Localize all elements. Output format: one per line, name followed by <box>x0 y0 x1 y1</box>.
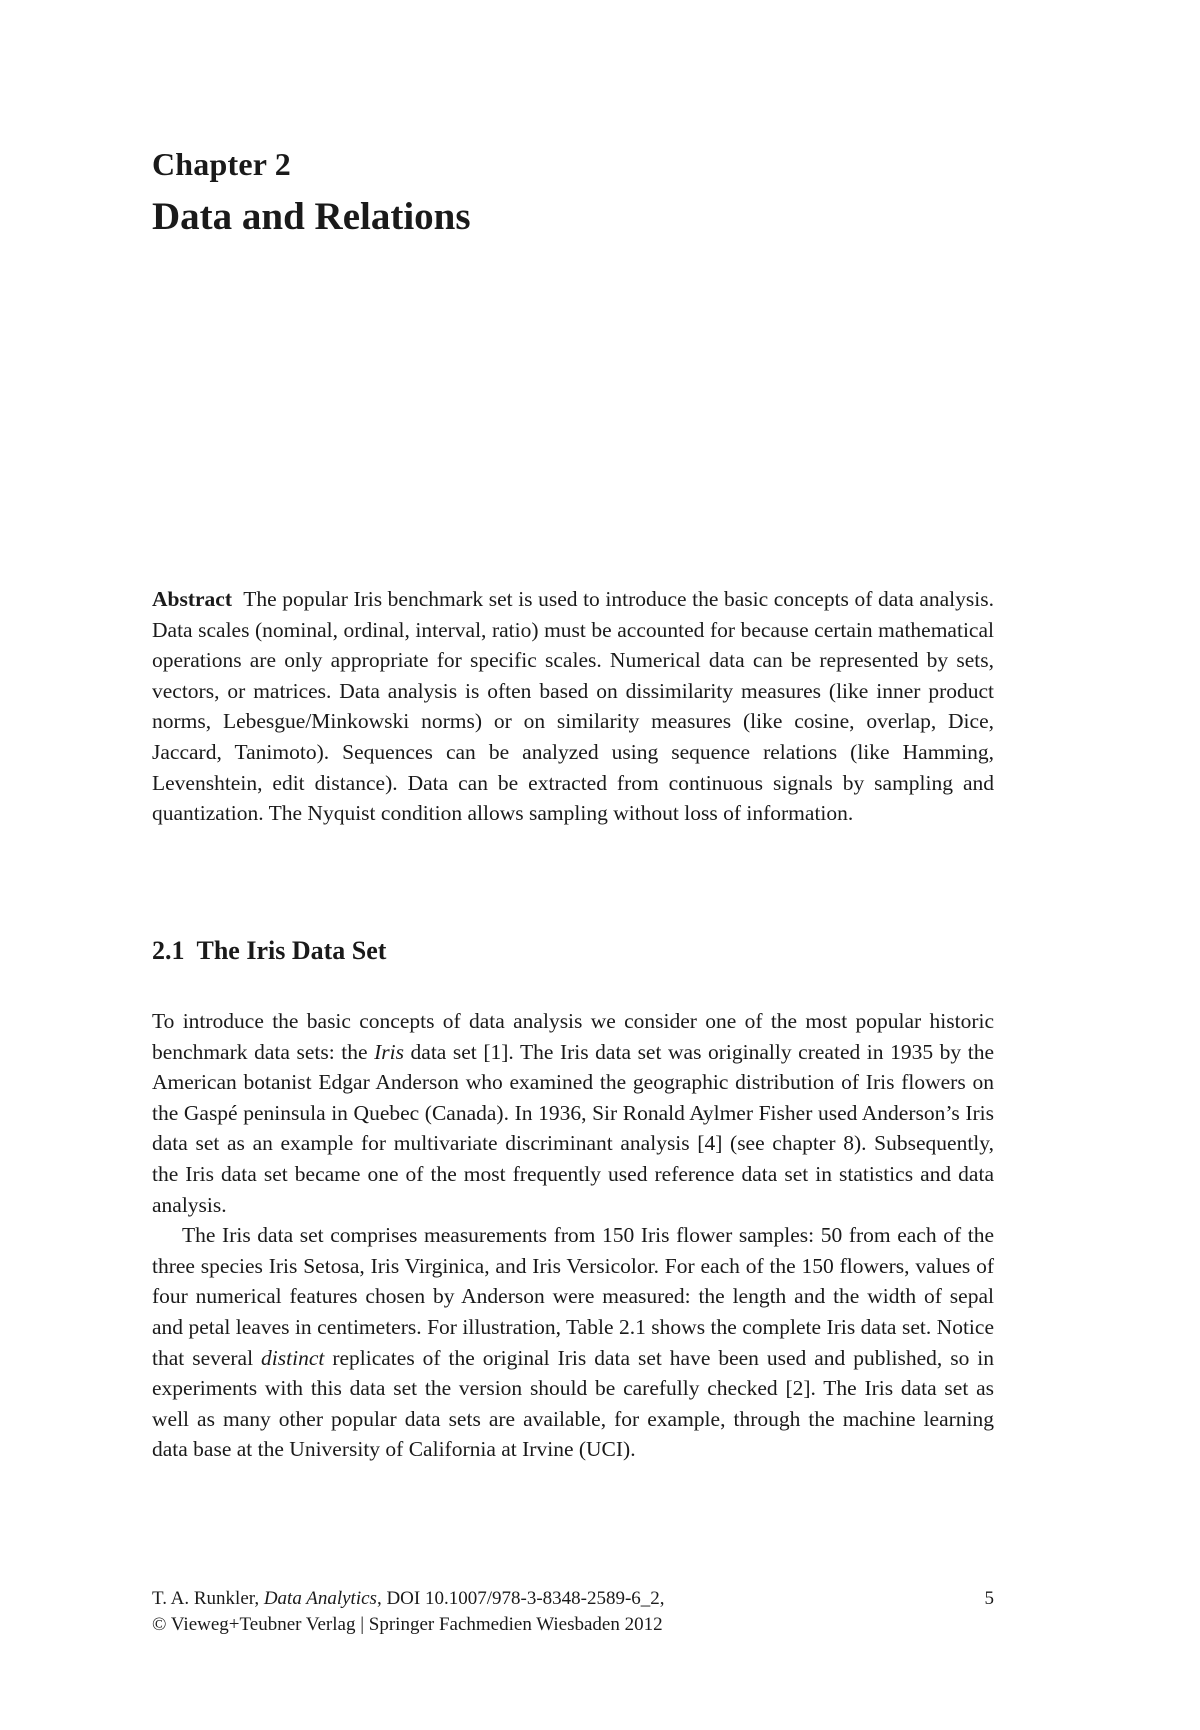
paragraph-1-italic: Iris <box>374 1039 404 1064</box>
page-footer <box>152 1586 994 1638</box>
body-text <box>152 1006 994 1465</box>
footer-citation-line <box>152 1586 994 1612</box>
footer-author: T. A. Runkler, <box>152 1588 264 1609</box>
abstract-text: The popular Iris benchmark set is used to introduce the basic concepts of data analysis. Data scales (nominal, ordinal, interval, ratio) must be accounted for because certain mathematical operations are only appropriate for specific scales. Numerical data can be represented by sets, vectors, or matrices. Data analysis is often based on dissimilarity measures (like inner product norms, Lebesgue/Minkowski norms) or on similarity measures (like cosine, overlap, Dice, Jaccard, Tanimoto). Sequences can be analyzed using sequence relations (like Hamming, Levenshtein, edit distance). Data can be extracted from continuous signals by sampling and quantization. The Nyquist condition allows sampling without loss of information. <box>152 587 994 826</box>
footer-copyright: © Vieweg+Teubner Verlag | Springer Fachmedien Wiesbaden 2012 <box>152 1614 663 1635</box>
chapter-title: Data and Relations <box>152 195 471 238</box>
paragraph-2-part1: The Iris data set comprises measurements from 150 Iris flower samples: 50 from each of the three species Iris Setosa, Iris Virginica, and Iris Versicolor. For each of the 150 flowers, values of four numerical features chosen by Anderson were measured: the length and the width of sepal and petal leaves in centimeters. For illustration, Table 2.1 shows the complete Iris data set. Notice that several <box>152 1223 994 1370</box>
abstract-label: Abstract <box>152 587 233 611</box>
section-title: The Iris Data Set <box>196 936 387 965</box>
paragraph-1-part2: data set [1]. The Iris data set was originally created in 1935 by the American botanist Edgar Anderson who examined the geographic distribution of Iris flowers on the Gaspé peninsula in Quebec (Canada). In 1936, Sir Ronald Aylmer Fisher used Anderson’s Iris data set as an example for multivariate discriminant analysis [4] (see chapter 8). Subsequently, the Iris data set became one of the most frequently used reference data set in statistics and data analysis. <box>152 1039 994 1217</box>
section-heading <box>152 936 386 966</box>
paragraph-2-italic: distinct <box>261 1345 325 1370</box>
chapter-label: Chapter 2 <box>152 146 291 182</box>
footer-citation <box>152 1586 665 1612</box>
footer-doi: , DOI 10.1007/978-3-8348-2589-6_2, <box>376 1588 665 1609</box>
paragraph-1 <box>152 1006 994 1220</box>
paragraph-2-part2: replicates of the original Iris data set have been used and published, so in experiments with this data set the version should be carefully checked [2]. The Iris data set as well as many other popular data sets are available, for example, through the machine learning data base at the University of California at Irvine (UCI). <box>152 1345 994 1462</box>
paragraph-1-part1: To introduce the basic concepts of data analysis we consider one of the most popular historic benchmark data sets: the <box>152 1009 994 1064</box>
footer-book-title: Data Analytics <box>263 1588 377 1609</box>
abstract <box>152 584 994 829</box>
page-number: 5 <box>984 1588 994 1609</box>
paragraph-2 <box>152 1220 994 1465</box>
section-number: 2.1 <box>152 936 185 965</box>
